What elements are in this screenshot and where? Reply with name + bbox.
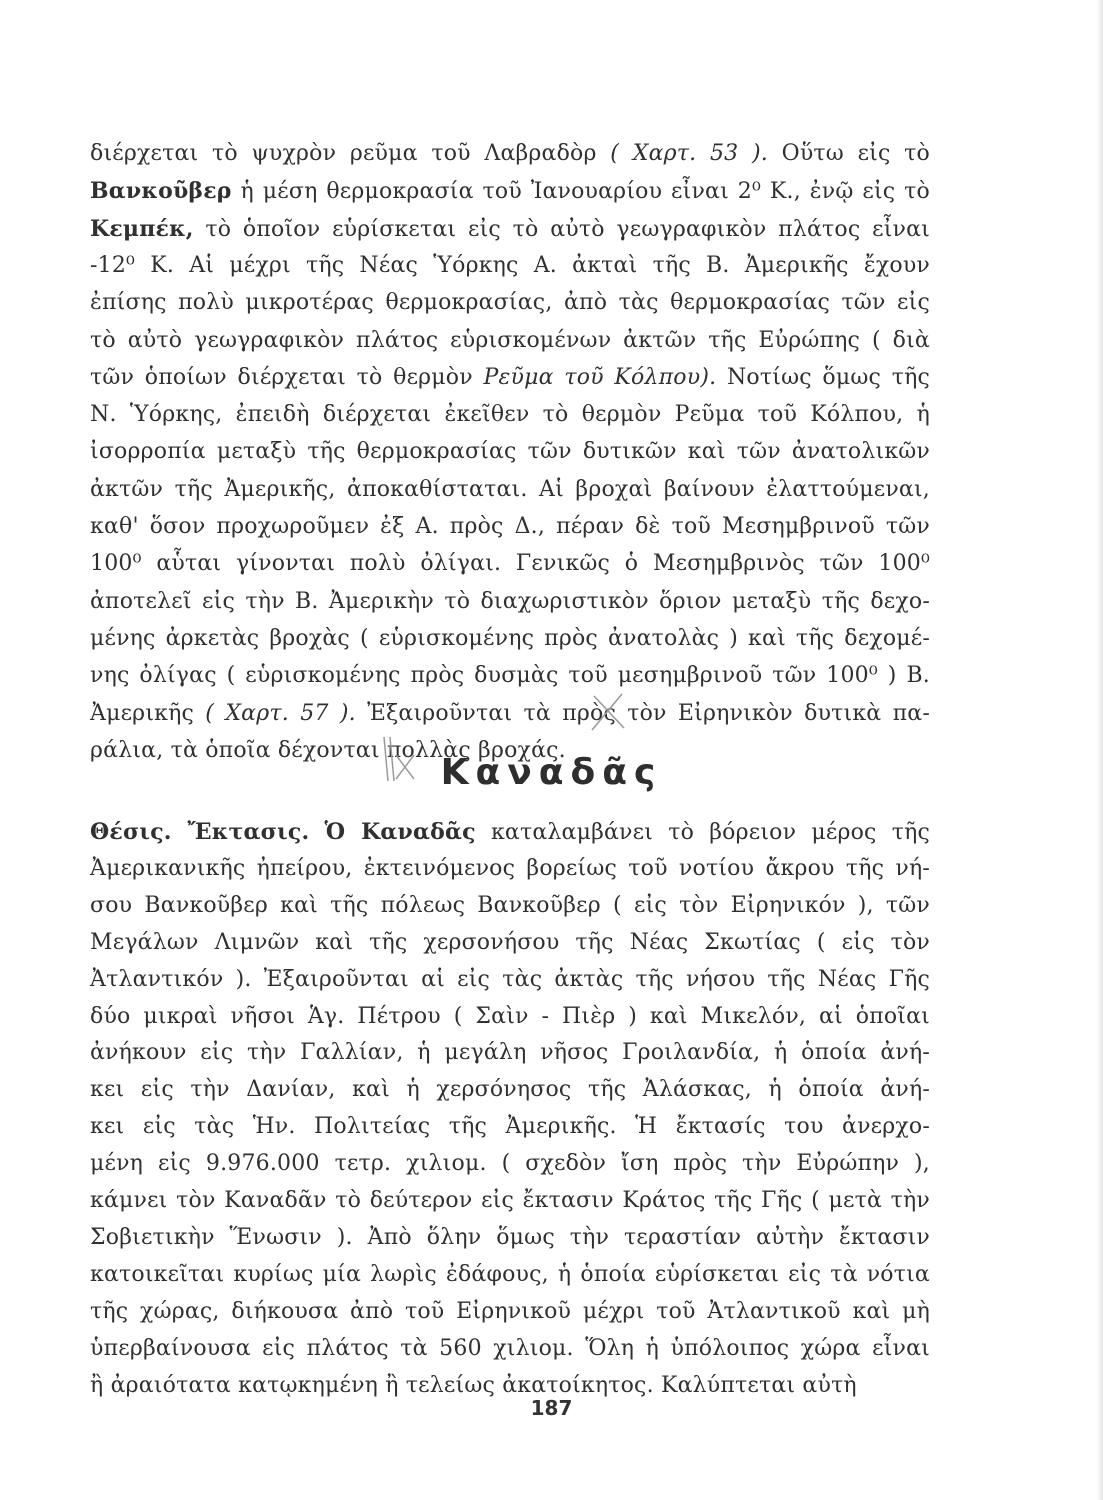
text-line: Ἀμερικῆς ( Χαρτ. 57 ). Ἐξαιροῦνται τὰ πρὸς τὸν Εἰρηνικὸν δυτικὰ πα- [90,700,930,726]
text-line: ἢ ἀραιότατα κατῳκημένη ἢ τελείως ἀκατοίκητος. Καλύπτεται αὐτὴ [90,1372,857,1398]
text-line: ἐπίσης πολὺ μικροτέρας θερμοκρασίας, ἀπὸ τὰς θερμοκρασίας τῶν εἰς [90,290,930,316]
text-line: κάμνει τὸν Καναδᾶν τὸ δεύτερον εἰς ἔκτασιν Κράτος τῆς Γῆς ( μετὰ τὴν [90,1188,930,1213]
text-line: μένης ἀρκετὰς βροχὰς ( εὑρισκομένης πρὸς ἀνατολὰς ) καὶ τῆς δεχομέ- [90,625,930,651]
text-line: κει εἰς τὰς Ἡν. Πολιτείας τῆς Ἀμερικῆς. Ἡ ἔκτασίς του ἀνερχο- [90,1114,930,1140]
text-line: ἀποτελεῖ εἰς τὴν Β. Ἀμερικὴν τὸ διαχωριστικὸν ὅριον μεταξὺ τῆς δεχο- [90,588,930,614]
text-line: ἀκτῶν τῆς Ἀμερικῆς, ἀποκαθίσταται. Αἱ βροχαὶ βαίνουν ἐλαττούμεναι, [90,476,930,502]
text-line: κει εἰς τὴν Δανίαν, καὶ ἡ χερσόνησος τῆς Ἀλάσκας, ἡ ὁποία ἀνή- [90,1077,930,1103]
pencil-margin-mark [378,735,418,785]
text-line: τῆς χώρας, διήκουσα ἀπὸ τοῦ Εἰρηνικοῦ μέχρι τοῦ Ἀτλαντικοῦ καὶ μὴ [90,1298,930,1324]
text-line: σου Βανκοῦβερ καὶ τῆς πόλεως Βανκοῦβερ ( εἰς τὸν Εἰρηνικόν ), τῶν [90,892,930,918]
text-line: ἰσορροπία μεταξὺ τῆς θερμοκρασίας τῶν δυτικῶν καὶ τῶν ἀνατολικῶν [90,439,930,465]
text-line: Σοβιετικὴν Ἕνωσιν ). Ἀπὸ ὅλην ὅμως τὴν τεραστίαν αὐτὴν ἔκτασιν [90,1224,930,1250]
text-line: καθ' ὅσον προχωροῦμεν ἐξ Α. πρὸς Δ., πέραν δὲ τοῦ Μεσημβρινοῦ τῶν [90,514,930,539]
text-line: Κεμπέκ, τὸ ὁποῖον εὑρίσκεται εἰς τὸ αὐτὸ γεωγραφικὸν πλάτος εἶναι [90,215,930,242]
text-line: διέρχεται τὸ ψυχρὸν ρεῦμα τοῦ Λαβραδὸρ ( Χαρτ. 53 ). Οὕτω εἰς τὸ [90,141,930,166]
text-line: Θέσις. Ἔκτασις. Ὁ Καναδᾶς καταλαμβάνει τὸ βόρειον μέρος τῆς [90,819,931,845]
section-heading: Καναδᾶς [440,752,663,793]
text-line: ἀνήκουν εἰς τὴν Γαλλίαν, ἡ μεγάλη νῆσος Γροιλανδία, ἡ ὁποία ἀνή- [90,1040,930,1066]
text-line: τῶν ὁποίων διέρχεται τὸ θερμὸν Ρεῦμα τοῦ Κόλπου). Νοτίως ὅμως τῆς [90,364,930,390]
text-line: Βανκοῦβερ ἡ μέση θερμοκρασία τοῦ Ἰανουαρίου εἶναι 2⁰ Κ., ἐνῷ εἰς τὸ [90,178,930,205]
page-number: 187 [530,1396,573,1420]
text-line: μένη εἰς 9.976.000 τετρ. χιλιομ. ( σχεδὸν ἴση πρὸς τὴν Εὐρώπην ), [90,1151,930,1177]
text-line: Ἀμερικανικῆς ἠπείρου, ἐκτεινόμενος βορείως τοῦ νοτίου ἄκρου τῆς νή- [90,855,930,881]
scan-edge-shadow [1097,0,1103,1500]
text-line: τὸ αὐτὸ γεωγραφικὸν πλάτος εὑρισκομένων ἀκτῶν τῆς Εὐρώπης ( διὰ [90,327,930,353]
text-line: Μεγάλων Λιμνῶν καὶ τῆς χερσονήσου τῆς Νέας Σκωτίας ( εἰς τὸν [90,929,930,955]
text-line: ὑπερβαίνουσα εἰς πλάτος τὰ 560 χιλιομ. Ὅλη ἡ ὑπόλοιπος χώρα εἶναι [90,1335,930,1361]
text-line: νης ὀλίγας ( εὑρισκομένης πρὸς δυσμὰς τοῦ μεσημβρινοῦ τῶν 100⁰ ) Β. [90,663,930,689]
text-line: Ν. Ὑόρκης, ἐπειδὴ διέρχεται ἐκεῖθεν τὸ θερμὸν Ρεῦμα τοῦ Κόλπου, ἡ [90,402,930,428]
text-line: -12⁰ Κ. Αἱ μέχρι τῆς Νέας Ὑόρκης Α. ἀκταὶ τῆς Β. Ἀμερικῆς ἔχουν [90,252,930,278]
text-line: δύο μικραὶ νῆσοι Ἁγ. Πέτρου ( Σαὶν - Πιὲρ ) καὶ Μικελόν, αἱ ὁποῖαι [90,1003,930,1029]
text-line: Ἀτλαντικόν ). Ἐξαιροῦνται αἱ εἰς τὰς ἀκτὰς τῆς νήσου τῆς Νέας Γῆς [90,966,930,992]
pencil-x-mark [588,690,628,734]
text-line: ράλια, τὰ ὁποῖα δέχονται πολλὰς βροχάς. [90,737,566,763]
text-line: 100⁰ αὗται γίνονται πολὺ ὀλίγαι. Γενικῶς ὁ Μεσημβρινὸς τῶν 100⁰ [90,551,930,577]
text-line: κατοικεῖται κυρίως μία λωρὶς ἐδάφους, ἡ ὁποία εὑρίσκεται εἰς τὰ νότια [90,1261,930,1287]
